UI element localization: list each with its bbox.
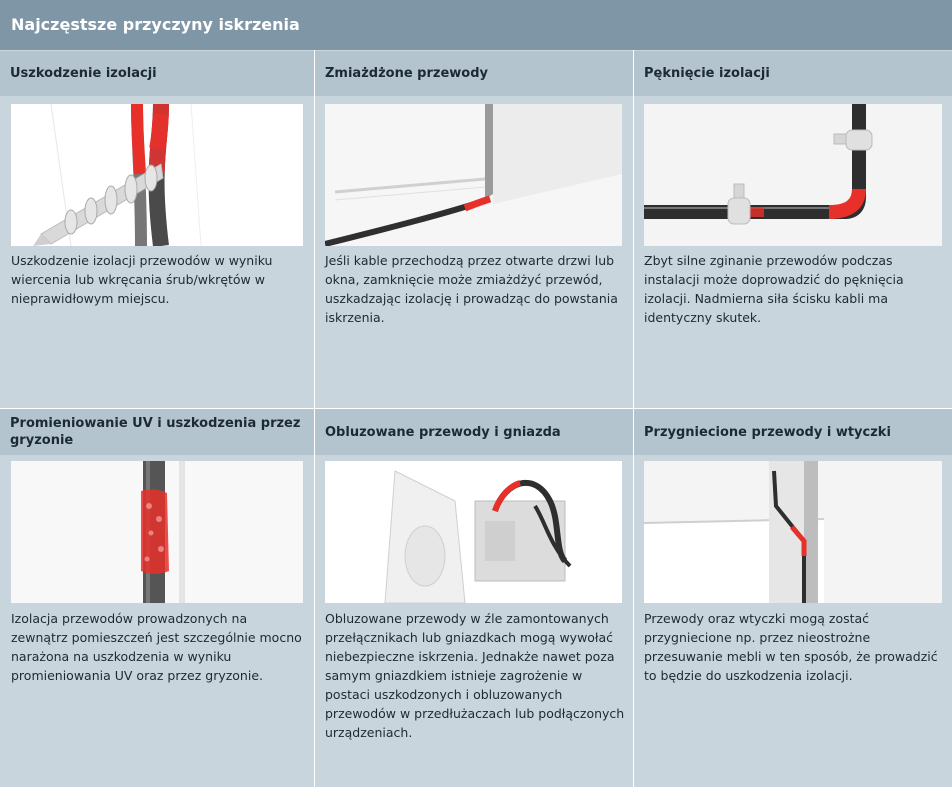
card-description: Zbyt silne zginanie przewodów podczas instalacji może doprowadzić do pęknięcia izolacji. Nadmierna siła ścisku kabli ma identyczny skutek. <box>644 253 904 325</box>
card-title: Obluzowane przewody i gniazda <box>315 409 633 455</box>
card-description: Obluzowane przewody w źle zamontowanych przełącznikach lub gniazdkach mogą wywołać niebezpieczne iskrzenia. Jednakże nawet poza samym gniazdkiem istnieje zagrożenie w postaci uszkodzonych i obluzowanych przewodów w przedłużaczach lub podłączonych urządzeniach. <box>325 611 625 740</box>
card-title: Uszkodzenie izolacji <box>0 51 314 96</box>
card-insulation-crack <box>634 51 952 408</box>
card-description: Jeśli kable przechodzą przez otwarte drzwi lub okna, zamknięcie może zmiażdżyć przewód, uszkadzając izolację i prowadząc do powstania iskrzenia. <box>325 253 618 325</box>
card-description: Uszkodzenie izolacji przewodów w wyniku wiercenia lub wkręcania śrub/wkrętów w nieprawidłowym miejscu. <box>11 253 273 306</box>
card-title: Przygniecione przewody i wtyczki <box>634 409 952 455</box>
card-description: Izolacja przewodów prowadzonych na zewnątrz pomieszczeń jest szczególnie mocno narażona na uszkodzenia w wyniku promieniowania UV oraz przez gryzonie. <box>11 611 302 683</box>
card-uv-rodents <box>0 409 314 787</box>
card-pinched-cables <box>634 409 952 787</box>
screw-in-cable-illustration <box>11 104 303 246</box>
bent-cable-clips-illustration <box>644 104 942 246</box>
crushed-cable-door-illustration <box>325 104 622 246</box>
uv-damaged-cable-illustration <box>11 461 303 603</box>
card-title: Promieniowanie UV i uszkodzenia przez gryzonie <box>0 409 314 455</box>
loose-socket-illustration <box>325 461 622 603</box>
card-insulation-damage <box>0 51 314 408</box>
card-description: Przewody oraz wtyczki mogą zostać przygniecione np. przez nieostrożne przesuwanie mebli w ten sposób, że prowadzić to będzie do uszkodzenia izolacji. <box>644 611 938 683</box>
card-title: Zmiażdżone przewody <box>315 51 633 96</box>
card-crushed-cables <box>315 51 633 408</box>
card-loose-sockets <box>315 409 633 787</box>
card-title: Pęknięcie izolacji <box>634 51 952 96</box>
page-title: Najczęstsze przyczyny iskrzenia <box>0 0 952 50</box>
pinched-cable-furniture-illustration <box>644 461 942 603</box>
